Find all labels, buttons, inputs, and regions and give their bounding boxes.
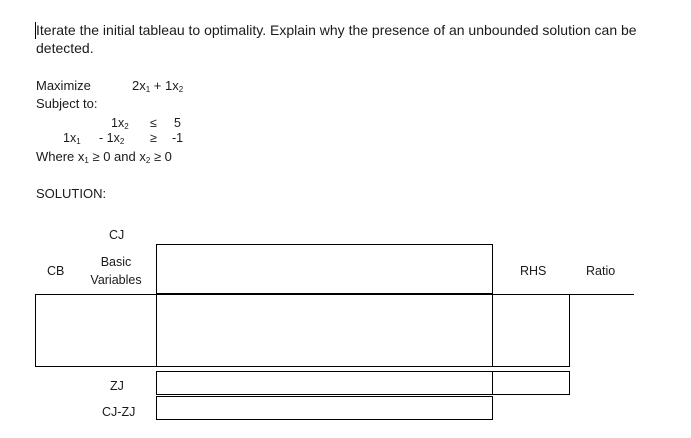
rhs-label: RHS — [520, 264, 547, 278]
cb-label: CB — [47, 264, 65, 278]
nonneg-sub-2: 2 — [145, 156, 151, 165]
cj-label: CJ — [109, 228, 125, 242]
rhs-cell[interactable] — [492, 294, 570, 367]
constraint-1-lhs — [111, 116, 129, 130]
constraint-2-term-2 — [99, 131, 124, 145]
constraint-2-sign: ≥ — [150, 131, 157, 145]
objective-term-1: 2x — [132, 78, 146, 93]
objective-function — [132, 78, 183, 93]
objective-term-2: + 1x — [150, 78, 179, 93]
objective-sub-1: 1 — [145, 85, 151, 94]
nonneg-part-2: ≥ 0 and x — [88, 149, 146, 164]
constraint-2-x2: - 1x — [99, 131, 120, 145]
maximize-label: Maximize — [36, 78, 91, 93]
basic-label-2: Variables — [90, 273, 142, 287]
constraint-2-x1: 1x — [63, 131, 77, 145]
cjzj-cell[interactable] — [156, 396, 493, 420]
basic-label-1: Basic — [100, 255, 132, 269]
problem-line-1: Iterate the initial tableau to optimality. Explain why the presence of an unbounded solution can be — [36, 22, 637, 38]
zj-cell[interactable] — [156, 371, 493, 395]
cb-basic-cell[interactable] — [35, 294, 157, 367]
constraint-1-sign: ≤ — [150, 116, 157, 130]
solution-label: SOLUTION: — [36, 186, 107, 201]
constraint-2-term-1 — [63, 131, 81, 145]
ratio-label: Ratio — [586, 264, 616, 278]
body-cell[interactable] — [156, 294, 493, 367]
cj-row-cell[interactable] — [156, 244, 493, 294]
constraint-1-sub: 2 — [124, 122, 129, 131]
problem-line-2: detected. — [36, 40, 94, 56]
objective-sub-2: 2 — [178, 85, 184, 94]
constraint-1-term: 1x — [111, 116, 125, 130]
constraint-1-rhs: 5 — [174, 116, 181, 130]
subject-to-label: Subject to: — [36, 96, 98, 111]
constraint-2-sub-1: 1 — [76, 137, 81, 146]
constraint-2-sub-2: 2 — [119, 137, 125, 146]
cjzj-label: CJ-ZJ — [102, 405, 136, 419]
nonneg-part-3: ≥ 0 — [150, 149, 172, 164]
nonnegativity-constraint — [36, 149, 172, 164]
nonneg-part-1: Where x — [36, 149, 85, 164]
constraint-2-rhs: -1 — [172, 131, 184, 145]
zj-label: ZJ — [110, 379, 124, 393]
nonneg-sub-1: 1 — [84, 156, 89, 165]
